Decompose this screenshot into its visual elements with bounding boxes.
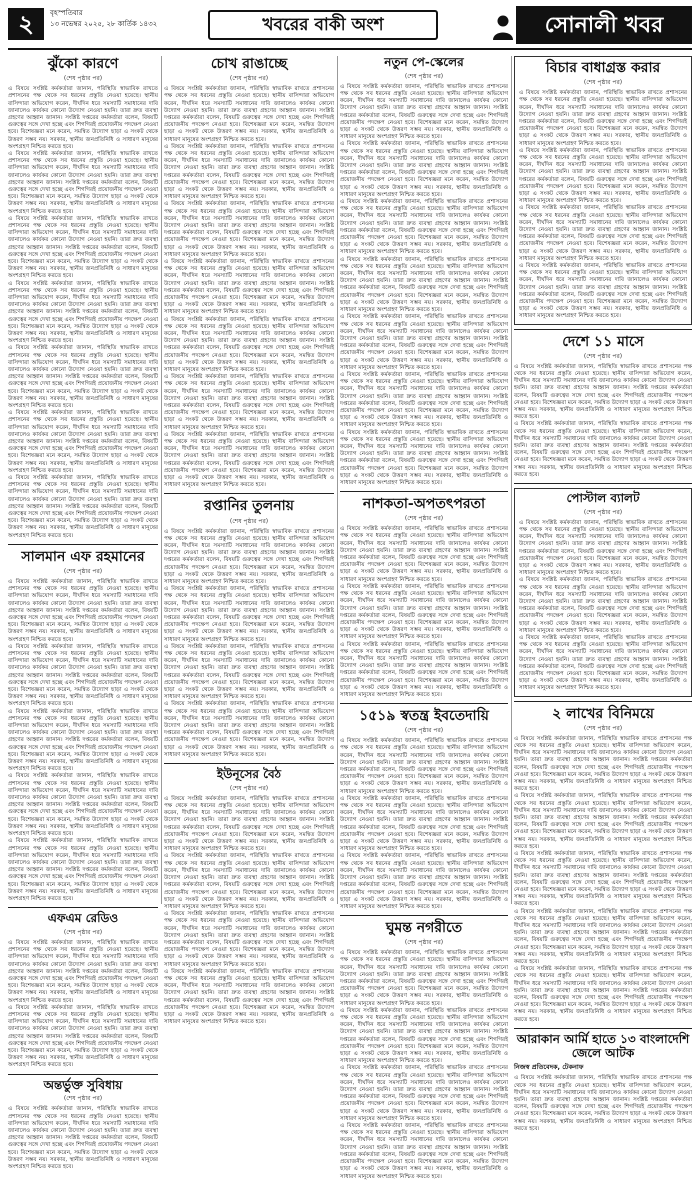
article-headline[interactable]: ১৫১৯ স্বতন্ত্র ইবতেদায়ি bbox=[359, 708, 489, 725]
article bbox=[164, 498, 334, 759]
article-headline[interactable]: পোস্টাল ব্যালট bbox=[566, 490, 640, 505]
article-paragraph: এ বিষয়ে সংশ্লিষ্ট কর্মকর্তারা জানান, পরিস্থিতি স্বাভাবিক রাখতে প্রশাসনের পক্ষ থেকে সব ধরনের প্রস্তুতি নেওয়া হয়েছে। স্থানীয় বাসিন্দারা অভিযোগ করেন, দীর্ঘদিন ধরে সমস্যাটি সমাধানের দাবি জানালেও কার্যকর কোনো উদ্যোগ নেওয়া হয়নি। তারা দ্রুত ব্যবস্থা গ্রহণের আহ্বান জানান। সংশ্লিষ্ট দপ্তরের কর্মকর্তারা বলেন, বিষয়টি গুরুত্বের সঙ্গে দেখা হচ্ছে এবং শিগগিরই প্রয়োজনীয় পদক্ষেপ নেওয়া হবে। বিশেষজ্ঞরা মনে করেন, সমন্বিত উদ্যোগ ছাড়া এ সংকট থেকে উত্তরণ সম্ভব নয়। সরকার, স্থানীয় জনপ্রতিনিধি ও সাধারণ মানুষের অংশগ্রহণ নিশ্চিত করতে হবে। bbox=[340, 641, 508, 698]
article-paragraph: এ বিষয়ে সংশ্লিষ্ট কর্মকর্তারা জানান, পরিস্থিতি স্বাভাবিক রাখতে প্রশাসনের পক্ষ থেকে সব ধরনের প্রস্তুতি নেওয়া হয়েছে। স্থানীয় বাসিন্দারা অভিযোগ করেন, দীর্ঘদিন ধরে সমস্যাটি সমাধানের দাবি জানালেও কার্যকর কোনো উদ্যোগ নেওয়া হয়নি। তারা দ্রুত ব্যবস্থা গ্রহণের আহ্বান জানান। সংশ্লিষ্ট দপ্তরের কর্মকর্তারা বলেন, বিষয়টি গুরুত্বের সঙ্গে দেখা হচ্ছে এবং শিগগিরই প্রয়োজনীয় পদক্ষেপ নেওয়া হবে। বিশেষজ্ঞরা মনে করেন, সমন্বিত উদ্যোগ ছাড়া এ সংকট থেকে উত্তরণ সম্ভব নয়। সরকার, স্থানীয় জনপ্রতিনিধি ও সাধারণ মানুষের অংশগ্রহণ নিশ্চিত করতে হবে। bbox=[340, 1123, 508, 1180]
article-paragraph: এ বিষয়ে সংশ্লিষ্ট কর্মকর্তারা জানান, পরিস্থিতি স্বাভাবিক রাখতে প্রশাসনের পক্ষ থেকে সব ধরনের প্রস্তুতি নেওয়া হয়েছে। স্থানীয় বাসিন্দারা অভিযোগ করেন, দীর্ঘদিন ধরে সমস্যাটি সমাধানের দাবি জানালেও কার্যকর কোনো উদ্যোগ নেওয়া হয়নি। তারা দ্রুত ব্যবস্থা গ্রহণের আহ্বান জানান। সংশ্লিষ্ট দপ্তরের কর্মকর্তারা বলেন, বিষয়টি গুরুত্বের সঙ্গে দেখা হচ্ছে এবং শিগগিরই প্রয়োজনীয় পদক্ষেপ নেওয়া হবে। বিশেষজ্ঞরা মনে করেন, সমন্বিত উদ্যোগ ছাড়া এ সংকট থেকে উত্তরণ সম্ভব নয়। সরকার, স্থানীয় জনপ্রতিনিধি ও সাধারণ মানুষের অংশগ্রহণ নিশ্চিত করতে হবে। bbox=[340, 853, 508, 910]
article-paragraph: এ বিষয়ে সংশ্লিষ্ট কর্মকর্তারা জানান, পরিস্থিতি স্বাভাবিক রাখতে প্রশাসনের পক্ষ থেকে সব ধরনের প্রস্তুতি নেওয়া হয়েছে। স্থানীয় বাসিন্দারা অভিযোগ করেন, দীর্ঘদিন ধরে সমস্যাটি সমাধানের দাবি জানালেও কার্যকর কোনো উদ্যোগ নেওয়া হয়নি। তারা দ্রুত ব্যবস্থা গ্রহণের আহ্বান জানান। সংশ্লিষ্ট দপ্তরের কর্মকর্তারা বলেন, বিষয়টি গুরুত্বের সঙ্গে দেখা হচ্ছে এবং শিগগিরই প্রয়োজনীয় পদক্ষেপ নেওয়া হবে। বিশেষজ্ঞরা মনে করেন, সমন্বিত উদ্যোগ ছাড়া এ সংকট থেকে উত্তরণ সম্ভব নয়। সরকার, স্থানীয় জনপ্রতিনিধি ও সাধারণ মানুষের অংশগ্রহণ নিশ্চিত করতে হবে। bbox=[164, 316, 334, 374]
article-headline[interactable]: আরাকান আর্মি হাতে ১৩ বাংলাদেশি জেলে আটক bbox=[516, 1031, 690, 1060]
article-separator bbox=[340, 915, 508, 916]
continued-label: (শেষ পৃষ্ঠার পর) bbox=[583, 724, 623, 732]
article-separator bbox=[514, 701, 692, 702]
article-paragraph: এ বিষয়ে সংশ্লিষ্ট কর্মকর্তারা জানান, পরিস্থিতি স্বাভাবিক রাখতে প্রশাসনের পক্ষ থেকে সব ধরনের প্রস্তুতি নেওয়া হয়েছে। স্থানীয় বাসিন্দারা অভিযোগ করেন, দীর্ঘদিন ধরে সমস্যাটি সমাধানের দাবি জানালেও কার্যকর কোনো উদ্যোগ নেওয়া হয়নি। তারা দ্রুত ব্যবস্থা গ্রহণের আহ্বান জানান। সংশ্লিষ্ট দপ্তরের কর্মকর্তারা বলেন, বিষয়টি গুরুত্বের সঙ্গে দেখা হচ্ছে এবং শিগগিরই প্রয়োজনীয় পদক্ষেপ নেওয়া হবে। বিশেষজ্ঞরা মনে করেন, সমন্বিত উদ্যোগ ছাড়া এ সংকট থেকে উত্তরণ সম্ভব নয়। সরকার, স্থানীয় জনপ্রতিনিধি ও সাধারণ মানুষের অংশগ্রহণ নিশ্চিত করতে হবে। bbox=[8, 773, 158, 838]
continued-label: (শেষ পৃষ্ঠার পর) bbox=[583, 352, 623, 360]
article-paragraph: এ বিষয়ে সংশ্লিষ্ট কর্মকর্তারা জানান, পরিস্থিতি স্বাভাবিক রাখতে প্রশাসনের পক্ষ থেকে সব ধরনের প্রস্তুতি নেওয়া হয়েছে। স্থানীয় বাসিন্দারা অভিযোগ করেন, দীর্ঘদিন ধরে সমস্যাটি সমাধানের দাবি জানালেও কার্যকর কোনো উদ্যোগ নেওয়া হয়নি। তারা দ্রুত ব্যবস্থা গ্রহণের আহ্বান জানান। সংশ্লিষ্ট দপ্তরের কর্মকর্তারা বলেন, বিষয়টি গুরুত্বের সঙ্গে দেখা হচ্ছে এবং শিগগিরই প্রয়োজনীয় পদক্ষেপ নেওয়া হবে। বিশেষজ্ঞরা মনে করেন, সমন্বিত উদ্যোগ ছাড়া এ সংকট থেকে উত্তরণ সম্ভব নয়। সরকার, স্থানীয় জনপ্রতিনিধি ও সাধারণ মানুষের অংশগ্রহণ নিশ্চিত করতে হবে। bbox=[164, 86, 334, 143]
continued-label: (শেষ পৃষ্ঠার পর) bbox=[404, 515, 444, 523]
article-paragraph: এ বিষয়ে সংশ্লিষ্ট কর্মকর্তারা জানান, পরিস্থিতি স্বাভাবিক রাখতে প্রশাসনের পক্ষ থেকে সব ধরনের প্রস্তুতি নেওয়া হয়েছে। স্থানীয় বাসিন্দারা অভিযোগ করেন, দীর্ঘদিন ধরে সমস্যাটি সমাধানের দাবি জানালেও কার্যকর কোনো উদ্যোগ নেওয়া হয়নি। তারা দ্রুত ব্যবস্থা গ্রহণের আহ্বান জানান। সংশ্লিষ্ট দপ্তরের কর্মকর্তারা বলেন, বিষয়টি গুরুত্বের সঙ্গে দেখা হচ্ছে এবং শিগগিরই প্রয়োজনীয় পদক্ষেপ নেওয়া হবে। বিশেষজ্ঞরা মনে করেন, সমন্বিত উদ্যোগ ছাড়া এ সংকট থেকে উত্তরণ সম্ভব নয়। সরকার, স্থানীয় জনপ্রতিনিধি ও সাধারণ মানুষের অংশগ্রহণ নিশ্চিত করতে হবে। bbox=[164, 258, 334, 316]
article-paragraph: এ বিষয়ে সংশ্লিষ্ট কর্মকর্তারা জানান, পরিস্থিতি স্বাভাবিক রাখতে প্রশাসনের পক্ষ থেকে সব ধরনের প্রস্তুতি নেওয়া হয়েছে। স্থানীয় বাসিন্দারা অভিযোগ করেন, দীর্ঘদিন ধরে সমস্যাটি সমাধানের দাবি জানালেও কার্যকর কোনো উদ্যোগ নেওয়া হয়নি। তারা দ্রুত ব্যবস্থা গ্রহণের আহ্বান জানান। সংশ্লিষ্ট দপ্তরের কর্মকর্তারা বলেন, বিষয়টি গুরুত্বের সঙ্গে দেখা হচ্ছে এবং শিগগিরই প্রয়োজনীয় পদক্ষেপ নেওয়া হবে। বিশেষজ্ঞরা মনে করেন, সমন্বিত উদ্যোগ ছাড়া এ সংকট থেকে উত্তরণ সম্ভব নয়। সরকার, স্থানীয় জনপ্রতিনিধি ও সাধারণ মানুষের অংশগ্রহণ নিশ্চিত করতে হবে। bbox=[519, 262, 687, 320]
masthead bbox=[8, 6, 692, 50]
article-paragraph: এ বিষয়ে সংশ্লিষ্ট কর্মকর্তারা জানান, পরিস্থিতি স্বাভাবিক রাখতে প্রশাসনের পক্ষ থেকে সব ধরনের প্রস্তুতি নেওয়া হয়েছে। স্থানীয় বাসিন্দারা অভিযোগ করেন, দীর্ঘদিন ধরে সমস্যাটি সমাধানের দাবি জানালেও কার্যকর কোনো উদ্যোগ নেওয়া হয়নি। তারা দ্রুত ব্যবস্থা গ্রহণের আহ্বান জানান। সংশ্লিষ্ট দপ্তরের কর্মকর্তারা বলেন, বিষয়টি গুরুত্বের সঙ্গে দেখা হচ্ছে এবং শিগগিরই প্রয়োজনীয় পদক্ষেপ নেওয়া হবে। বিশেষজ্ঞরা মনে করেন, সমন্বিত উদ্যোগ ছাড়া এ সংকট থেকে উত্তরণ সম্ভব নয়। সরকার, স্থানীয় জনপ্রতিনিধি ও সাধারণ মানুষের অংশগ্রহণ নিশ্চিত করতে হবে। bbox=[340, 314, 508, 371]
article-paragraph: এ বিষয়ে সংশ্লিষ্ট কর্মকর্তারা জানান, পরিস্থিতি স্বাভাবিক রাখতে প্রশাসনের পক্ষ থেকে সব ধরনের প্রস্তুতি নেওয়া হয়েছে। স্থানীয় বাসিন্দারা অভিযোগ করেন, দীর্ঘদিন ধরে সমস্যাটি সমাধানের দাবি জানালেও কার্যকর কোনো উদ্যোগ নেওয়া হয়নি। তারা দ্রুত ব্যবস্থা গ্রহণের আহ্বান জানান। সংশ্লিষ্ট দপ্তরের কর্মকর্তারা বলেন, বিষয়টি গুরুত্বের সঙ্গে দেখা হচ্ছে এবং শিগগিরই প্রয়োজনীয় পদক্ষেপ নেওয়া হবে। বিশেষজ্ঞরা মনে করেন, সমন্বিত উদ্যোগ ছাড়া এ সংকট থেকে উত্তরণ সম্ভব নয়। সরকার, স্থানীয় জনপ্রতিনিধি ও সাধারণ মানুষের অংশগ্রহণ নিশ্চিত করতে হবে। bbox=[514, 363, 692, 421]
continued-label: (শেষ পৃষ্ঠার পর) bbox=[229, 517, 269, 525]
newspaper-logo bbox=[492, 6, 692, 44]
article-paragraph: এ বিষয়ে সংশ্লিষ্ট কর্মকর্তারা জানান, পরিস্থিতি স্বাভাবিক রাখতে প্রশাসনের পক্ষ থেকে সব ধরনের প্রস্তুতি নেওয়া হয়েছে। স্থানীয় বাসিন্দারা অভিযোগ করেন, দীর্ঘদিন ধরে সমস্যাটি সমাধানের দাবি জানালেও কার্যকর কোনো উদ্যোগ নেওয়া হয়নি। তারা দ্রুত ব্যবস্থা গ্রহণের আহ্বান জানান। সংশ্লিষ্ট দপ্তরের কর্মকর্তারা বলেন, বিষয়টি গুরুত্বের সঙ্গে দেখা হচ্ছে এবং শিগগিরই প্রয়োজনীয় পদক্ষেপ নেওয়া হবে। বিশেষজ্ঞরা মনে করেন, সমন্বিত উদ্যোগ ছাড়া এ সংকট থেকে উত্তরণ সম্ভব নয়। সরকার, স্থানীয় জনপ্রতিনিধি ও সাধারণ মানুষের অংশগ্রহণ নিশ্চিত করতে হবে। bbox=[8, 215, 158, 280]
article bbox=[340, 708, 508, 911]
article-paragraph: এ বিষয়ে সংশ্লিষ্ট কর্মকর্তারা জানান, পরিস্থিতি স্বাভাবিক রাখতে প্রশাসনের পক্ষ থেকে সব ধরনের প্রস্তুতি নেওয়া হয়েছে। স্থানীয় বাসিন্দারা অভিযোগ করেন, দীর্ঘদিন ধরে সমস্যাটি সমাধানের দাবি জানালেও কার্যকর কোনো উদ্যোগ নেওয়া হয়নি। তারা দ্রুত ব্যবস্থা গ্রহণের আহ্বান জানান। সংশ্লিষ্ট দপ্তরের কর্মকর্তারা বলেন, বিষয়টি গুরুত্বের সঙ্গে দেখা হচ্ছে এবং শিগগিরই প্রয়োজনীয় পদক্ষেপ নেওয়া হবে। বিশেষজ্ঞরা মনে করেন, সমন্বিত উদ্যোগ ছাড়া এ সংকট থেকে উত্তরণ সম্ভব নয়। সরকার, স্থানীয় জনপ্রতিনিধি ও সাধারণ মানুষের অংশগ্রহণ নিশ্চিত করতে হবে। bbox=[519, 147, 687, 205]
article-separator bbox=[340, 703, 508, 704]
article-paragraph: এ বিষয়ে সংশ্লিষ্ট কর্মকর্তারা জানান, পরিস্থিতি স্বাভাবিক রাখতে প্রশাসনের পক্ষ থেকে সব ধরনের প্রস্তুতি নেওয়া হয়েছে। স্থানীয় বাসিন্দারা অভিযোগ করেন, দীর্ঘদিন ধরে সমস্যাটি সমাধানের দাবি জানালেও কার্যকর কোনো উদ্যোগ নেওয়া হয়নি। তারা দ্রুত ব্যবস্থা গ্রহণের আহ্বান জানান। সংশ্লিষ্ট দপ্তরের কর্মকর্তারা বলেন, বিষয়টি গুরুত্বের সঙ্গে দেখা হচ্ছে এবং শিগগিরই প্রয়োজনীয় পদক্ষেপ নেওয়া হবে। বিশেষজ্ঞরা মনে করেন, সমন্বিত উদ্যোগ ছাড়া এ সংকট থেকে উত্তরণ সম্ভব নয়। সরকার, স্থানীয় জনপ্রতিনিধি ও সাধারণ মানুষের অংশগ্রহণ নিশ্চিত করতে হবে। bbox=[164, 528, 334, 585]
article bbox=[8, 1079, 158, 1172]
article bbox=[340, 56, 508, 487]
article-paragraph: এ বিষয়ে সংশ্লিষ্ট কর্মকর্তারা জানান, পরিস্থিতি স্বাভাবিক রাখতে প্রশাসনের পক্ষ থেকে সব ধরনের প্রস্তুতি নেওয়া হয়েছে। স্থানীয় বাসিন্দারা অভিযোগ করেন, দীর্ঘদিন ধরে সমস্যাটি সমাধানের দাবি জানালেও কার্যকর কোনো উদ্যোগ নেওয়া হয়নি। তারা দ্রুত ব্যবস্থা গ্রহণের আহ্বান জানান। সংশ্লিষ্ট দপ্তরের কর্মকর্তারা বলেন, বিষয়টি গুরুত্বের সঙ্গে দেখা হচ্ছে এবং শিগগিরই প্রয়োজনীয় পদক্ষেপ নেওয়া হবে। বিশেষজ্ঞরা মনে করেন, সমন্বিত উদ্যোগ ছাড়া এ সংকট থেকে উত্তরণ সম্ভব নয়। সরকার, স্থানীয় জনপ্রতিনিধি ও সাধারণ মানুষের অংশগ্রহণ নিশ্চিত করতে হবে। bbox=[340, 795, 508, 853]
column-divider bbox=[511, 56, 512, 904]
continued-label: (শেষ পৃষ্ঠার পর) bbox=[63, 1095, 103, 1103]
person-icon bbox=[492, 14, 514, 40]
article-paragraph: এ বিষয়ে সংশ্লিষ্ট কর্মকর্তারা জানান, পরিস্থিতি স্বাভাবিক রাখতে প্রশাসনের পক্ষ থেকে সব ধরনের প্রস্তুতি নেওয়া হয়েছে। স্থানীয় বাসিন্দারা অভিযোগ করেন, দীর্ঘদিন ধরে সমস্যাটি সমাধানের দাবি জানালেও কার্যকর কোনো উদ্যোগ নেওয়া হয়নি। তারা দ্রুত ব্যবস্থা গ্রহণের আহ্বান জানান। সংশ্লিষ্ট দপ্তরের কর্মকর্তারা বলেন, বিষয়টি গুরুত্বের সঙ্গে দেখা হচ্ছে এবং শিগগিরই প্রয়োজনীয় পদক্ষেপ নেওয়া হবে। বিশেষজ্ঞরা মনে করেন, সমন্বিত উদ্যোগ ছাড়া এ সংকট থেকে উত্তরণ সম্ভব নয়। সরকার, স্থানীয় জনপ্রতিনিধি ও সাধারণ মানুষের অংশগ্রহণ নিশ্চিত করতে হবে। bbox=[514, 1075, 692, 1132]
article bbox=[8, 912, 158, 1069]
article bbox=[514, 334, 692, 479]
article-paragraph: এ বিষয়ে সংশ্লিষ্ট কর্মকর্তারা জানান, পরিস্থিতি স্বাভাবিক রাখতে প্রশাসনের পক্ষ থেকে সব ধরনের প্রস্তুতি নেওয়া হয়েছে। স্থানীয় বাসিন্দারা অভিযোগ করেন, দীর্ঘদিন ধরে সমস্যাটি সমাধানের দাবি জানালেও কার্যকর কোনো উদ্যোগ নেওয়া হয়নি। তারা দ্রুত ব্যবস্থা গ্রহণের আহ্বান জানান। সংশ্লিষ্ট দপ্তরের কর্মকর্তারা বলেন, বিষয়টি গুরুত্বের সঙ্গে দেখা হচ্ছে এবং শিগগিরই প্রয়োজনীয় পদক্ষেপ নেওয়া হবে। বিশেষজ্ঞরা মনে করেন, সমন্বিত উদ্যোগ ছাড়া এ সংকট থেকে উত্তরণ সম্ভব নয়। সরকার, স্থানীয় জনপ্রতিনিধি ও সাধারণ মানুষের অংশগ্রহণ নিশ্চিত করতে হবে। bbox=[514, 966, 692, 1023]
article-paragraph: এ বিষয়ে সংশ্লিষ্ট কর্মকর্তারা জানান, পরিস্থিতি স্বাভাবিক রাখতে প্রশাসনের পক্ষ থেকে সব ধরনের প্রস্তুতি নেওয়া হয়েছে। স্থানীয় বাসিন্দারা অভিযোগ করেন, দীর্ঘদিন ধরে সমস্যাটি সমাধানের দাবি জানালেও কার্যকর কোনো উদ্যোগ নেওয়া হয়নি। তারা দ্রুত ব্যবস্থা গ্রহণের আহ্বান জানান। সংশ্লিষ্ট দপ্তরের কর্মকর্তারা বলেন, বিষয়টি গুরুত্বের সঙ্গে দেখা হচ্ছে এবং শিগগিরই প্রয়োজনীয় পদক্ষেপ নেওয়া হবে। বিশেষজ্ঞরা মনে করেন, সমন্বিত উদ্যোগ ছাড়া এ সংকট থেকে উত্তরণ সম্ভব নয়। সরকার, স্থানীয় জনপ্রতিনিধি ও সাধারণ মানুষের অংশগ্রহণ নিশ্চিত করতে হবে। bbox=[514, 793, 692, 850]
continued-label: (শেষ পৃষ্ঠার পর) bbox=[404, 72, 444, 80]
article-paragraph: এ বিষয়ে সংশ্লিষ্ট কর্মকর্তারা জানান, পরিস্থিতি স্বাভাবিক রাখতে প্রশাসনের পক্ষ থেকে সব ধরনের প্রস্তুতি নেওয়া হয়েছে। স্থানীয় বাসিন্দারা অভিযোগ করেন, দীর্ঘদিন ধরে সমস্যাটি সমাধানের দাবি জানালেও কার্যকর কোনো উদ্যোগ নেওয়া হয়নি। তারা দ্রুত ব্যবস্থা গ্রহণের আহ্বান জানান। সংশ্লিষ্ট দপ্তরের কর্মকর্তারা বলেন, বিষয়টি গুরুত্বের সঙ্গে দেখা হচ্ছে এবং শিগগিরই প্রয়োজনীয় পদক্ষেপ নেওয়া হবে। বিশেষজ্ঞরা মনে করেন, সমন্বিত উদ্যোগ ছাড়া এ সংকট থেকে উত্তরণ সম্ভব নয়। সরকার, স্থানীয় জনপ্রতিনিধি ও সাধারণ মানুষের অংশগ্রহণ নিশ্চিত করতে হবে। bbox=[340, 526, 508, 583]
article bbox=[514, 1033, 692, 1133]
article-paragraph: এ বিষয়ে সংশ্লিষ্ট কর্মকর্তারা জানান, পরিস্থিতি স্বাভাবিক রাখতে প্রশাসনের পক্ষ থেকে সব ধরনের প্রস্তুতি নেওয়া হয়েছে। স্থানীয় বাসিন্দারা অভিযোগ করেন, দীর্ঘদিন ধরে সমস্যাটি সমাধানের দাবি জানালেও কার্যকর কোনো উদ্যোগ নেওয়া হয়নি। তারা দ্রুত ব্যবস্থা গ্রহণের আহ্বান জানান। সংশ্লিষ্ট দপ্তরের কর্মকর্তারা বলেন, বিষয়টি গুরুত্বের সঙ্গে দেখা হচ্ছে এবং শিগগিরই প্রয়োজনীয় পদক্ষেপ নেওয়া হবে। বিশেষজ্ঞরা মনে করেন, সমন্বিত উদ্যোগ ছাড়া এ সংকট থেকে উত্তরণ সম্ভব নয়। সরকার, স্থানীয় জনপ্রতিনিধি ও সাধারণ মানুষের অংশগ্রহণ নিশ্চিত করতে হবে। bbox=[164, 911, 334, 968]
article-paragraph: এ বিষয়ে সংশ্লিষ্ট কর্মকর্তারা জানান, পরিস্থিতি স্বাভাবিক রাখতে প্রশাসনের পক্ষ থেকে সব ধরনের প্রস্তুতি নেওয়া হয়েছে। স্থানীয় বাসিন্দারা অভিযোগ করেন, দীর্ঘদিন ধরে সমস্যাটি সমাধানের দাবি জানালেও কার্যকর কোনো উদ্যোগ নেওয়া হয়নি। তারা দ্রুত ব্যবস্থা গ্রহণের আহ্বান জানান। সংশ্লিষ্ট দপ্তরের কর্মকর্তারা বলেন, বিষয়টি গুরুত্বের সঙ্গে দেখা হচ্ছে এবং শিগগিরই প্রয়োজনীয় পদক্ষেপ নেওয়া হবে। বিশেষজ্ঞরা মনে করেন, সমন্বিত উদ্যোগ ছাড়া এ সংকট থেকে উত্তরণ সম্ভব নয়। সরকার, স্থানীয় জনপ্রতিনিধি ও সাধারণ মানুষের অংশগ্রহণ নিশ্চিত করতে হবে। bbox=[340, 950, 508, 1007]
article-paragraph: এ বিষয়ে সংশ্লিষ্ট কর্মকর্তারা জানান, পরিস্থিতি স্বাভাবিক রাখতে প্রশাসনের পক্ষ থেকে সব ধরনের প্রস্তুতি নেওয়া হয়েছে। স্থানীয় বাসিন্দারা অভিযোগ করেন, দীর্ঘদিন ধরে সমস্যাটি সমাধানের দাবি জানালেও কার্যকর কোনো উদ্যোগ নেওয়া হয়নি। তারা দ্রুত ব্যবস্থা গ্রহণের আহ্বান জানান। সংশ্লিষ্ট দপ্তরের কর্মকর্তারা বলেন, বিষয়টি গুরুত্বের সঙ্গে দেখা হচ্ছে এবং শিগগিরই প্রয়োজনীয় পদক্ষেপ নেওয়া হবে। বিশেষজ্ঞরা মনে করেন, সমন্বিত উদ্যোগ ছাড়া এ সংকট থেকে উত্তরণ সম্ভব নয়। সরকার, স্থানীয় জনপ্রতিনিধি ও সাধারণ মানুষের অংশগ্রহণ নিশ্চিত করতে হবে। bbox=[340, 1007, 508, 1065]
article-paragraph: এ বিষয়ে সংশ্লিষ্ট কর্মকর্তারা জানান, পরিস্থিতি স্বাভাবিক রাখতে প্রশাসনের পক্ষ থেকে সব ধরনের প্রস্তুতি নেওয়া হয়েছে। স্থানীয় বাসিন্দারা অভিযোগ করেন, দীর্ঘদিন ধরে সমস্যাটি সমাধানের দাবি জানালেও কার্যকর কোনো উদ্যোগ নেওয়া হয়নি। তারা দ্রুত ব্যবস্থা গ্রহণের আহ্বান জানান। সংশ্লিষ্ট দপ্তরের কর্মকর্তারা বলেন, বিষয়টি গুরুত্বের সঙ্গে দেখা হচ্ছে এবং শিগগিরই প্রয়োজনীয় পদক্ষেপ নেওয়া হবে। বিশেষজ্ঞরা মনে করেন, সমন্বিত উদ্যোগ ছাড়া এ সংকট থেকে উত্তরণ সম্ভব নয়। সরকার, স্থানীয় জনপ্রতিনিধি ও সাধারণ মানুষের অংশগ্রহণ নিশ্চিত করতে হবে। bbox=[8, 86, 158, 150]
article-paragraph: এ বিষয়ে সংশ্লিষ্ট কর্মকর্তারা জানান, পরিস্থিতি স্বাভাবিক রাখতে প্রশাসনের পক্ষ থেকে সব ধরনের প্রস্তুতি নেওয়া হয়েছে। স্থানীয় বাসিন্দারা অভিযোগ করেন, দীর্ঘদিন ধরে সমস্যাটি সমাধানের দাবি জানালেও কার্যকর কোনো উদ্যোগ নেওয়া হয়নি। তারা দ্রুত ব্যবস্থা গ্রহণের আহ্বান জানান। সংশ্লিষ্ট দপ্তরের কর্মকর্তারা বলেন, বিষয়টি গুরুত্বের সঙ্গে দেখা হচ্ছে এবং শিগগিরই প্রয়োজনীয় পদক্ষেপ নেওয়া হবে। বিশেষজ্ঞরা মনে করেন, সমন্বিত উদ্যোগ ছাড়া এ সংকট থেকে উত্তরণ সম্ভব নয়। সরকার, স্থানীয় জনপ্রতিনিধি ও সাধারণ মানুষের অংশগ্রহণ নিশ্চিত করতে হবে। bbox=[164, 374, 334, 431]
article-paragraph: এ বিষয়ে সংশ্লিষ্ট কর্মকর্তারা জানান, পরিস্থিতি স্বাভাবিক রাখতে প্রশাসনের পক্ষ থেকে সব ধরনের প্রস্তুতি নেওয়া হয়েছে। স্থানীয় বাসিন্দারা অভিযোগ করেন, দীর্ঘদিন ধরে সমস্যাটি সমাধানের দাবি জানালেও কার্যকর কোনো উদ্যোগ নেওয়া হয়নি। তারা দ্রুত ব্যবস্থা গ্রহণের আহ্বান জানান। সংশ্লিষ্ট দপ্তরের কর্মকর্তারা বলেন, বিষয়টি গুরুত্বের সঙ্গে দেখা হচ্ছে এবং শিগগিরই প্রয়োজনীয় পদক্ষেপ নেওয়া হবে। বিশেষজ্ঞরা মনে করেন, সমন্বিত উদ্যোগ ছাড়া এ সংকট থেকে উত্তরণ সম্ভব নয়। সরকার, স্থানীয় জনপ্রতিনিধি ও সাধারণ মানুষের অংশগ্রহণ নিশ্চিত করতে হবে। bbox=[340, 371, 508, 429]
article-paragraph: এ বিষয়ে সংশ্লিষ্ট কর্মকর্তারা জানান, পরিস্থিতি স্বাভাবিক রাখতে প্রশাসনের পক্ষ থেকে সব ধরনের প্রস্তুতি নেওয়া হয়েছে। স্থানীয় বাসিন্দারা অভিযোগ করেন, দীর্ঘদিন ধরে সমস্যাটি সমাধানের দাবি জানালেও কার্যকর কোনো উদ্যোগ নেওয়া হয়নি। তারা দ্রুত ব্যবস্থা গ্রহণের আহ্বান জানান। সংশ্লিষ্ট দপ্তরের কর্মকর্তারা বলেন, বিষয়টি গুরুত্বের সঙ্গে দেখা হচ্ছে এবং শিগগিরই প্রয়োজনীয় পদক্ষেপ নেওয়া হবে। বিশেষজ্ঞরা মনে করেন, সমন্বিত উদ্যোগ ছাড়া এ সংকট থেকে উত্তরণ সম্ভব নয়। সরকার, স্থানীয় জনপ্রতিনিধি ও সাধারণ মানুষের অংশগ্রহণ নিশ্চিত করতে হবে। bbox=[8, 1004, 158, 1069]
article-headline[interactable]: নাশকতা-অপতৎপরতা bbox=[362, 496, 486, 513]
article-headline[interactable]: ঘুমন্ত নগরীতে bbox=[385, 920, 463, 937]
article-headline[interactable]: ২ লাখের বিনিময়ে bbox=[552, 705, 654, 722]
continued-label: (শেষ পৃষ্ঠার পর) bbox=[404, 939, 444, 947]
article-separator bbox=[8, 544, 158, 545]
article bbox=[340, 496, 508, 699]
continued-label: (শেষ পৃষ্ঠার পর) bbox=[63, 928, 103, 936]
page-number: ২ bbox=[8, 8, 44, 40]
article-headline[interactable]: নতুন পে-স্কেলের bbox=[384, 55, 464, 69]
article-paragraph: এ বিষয়ে সংশ্লিষ্ট কর্মকর্তারা জানান, পরিস্থিতি স্বাভাবিক রাখতে প্রশাসনের পক্ষ থেকে সব ধরনের প্রস্তুতি নেওয়া হয়েছে। স্থানীয় বাসিন্দারা অভিযোগ করেন, দীর্ঘদিন ধরে সমস্যাটি সমাধানের দাবি জানালেও কার্যকর কোনো উদ্যোগ নেওয়া হয়নি। তারা দ্রুত ব্যবস্থা গ্রহণের আহ্বান জানান। সংশ্লিষ্ট দপ্তরের কর্মকর্তারা বলেন, বিষয়টি গুরুত্বের সঙ্গে দেখা হচ্ছে এবং শিগগিরই প্রয়োজনীয় পদক্ষেপ নেওয়া হবে। বিশেষজ্ঞরা মনে করেন, সমন্বিত উদ্যোগ ছাড়া এ সংকট থেকে উত্তরণ সম্ভব নয়। সরকার, স্থানীয় জনপ্রতিনিধি ও সাধারণ মানুষের অংশগ্রহণ নিশ্চিত করতে হবে। bbox=[164, 586, 334, 643]
article-headline[interactable]: সালমান এফ রহমানের bbox=[21, 548, 145, 565]
column-1 bbox=[8, 56, 158, 1170]
article-paragraph: এ বিষয়ে সংশ্লিষ্ট কর্মকর্তারা জানান, পরিস্থিতি স্বাভাবিক রাখতে প্রশাসনের পক্ষ থেকে সব ধরনের প্রস্তুতি নেওয়া হয়েছে। স্থানীয় বাসিন্দারা অভিযোগ করেন, দীর্ঘদিন ধরে সমস্যাটি সমাধানের দাবি জানালেও কার্যকর কোনো উদ্যোগ নেওয়া হয়নি। তারা দ্রুত ব্যবস্থা গ্রহণের আহ্বান জানান। সংশ্লিষ্ট দপ্তরের কর্মকর্তারা বলেন, বিষয়টি গুরুত্বের সঙ্গে দেখা হচ্ছে এবং শিগগিরই প্রয়োজনীয় পদক্ষেপ নেওয়া হবে। বিশেষজ্ঞরা মনে করেন, সমন্বিত উদ্যোগ ছাড়া এ সংকট থেকে উত্তরণ সম্ভব নয়। সরকার, স্থানীয় জনপ্রতিনিধি ও সাধারণ মানুষের অংশগ্রহণ নিশ্চিত করতে হবে। bbox=[164, 701, 334, 758]
article-paragraph: এ বিষয়ে সংশ্লিষ্ট কর্মকর্তারা জানান, পরিস্থিতি স্বাভাবিক রাখতে প্রশাসনের পক্ষ থেকে সব ধরনের প্রস্তুতি নেওয়া হয়েছে। স্থানীয় বাসিন্দারা অভিযোগ করেন, দীর্ঘদিন ধরে সমস্যাটি সমাধানের দাবি জানালেও কার্যকর কোনো উদ্যোগ নেওয়া হয়নি। তারা দ্রুত ব্যবস্থা গ্রহণের আহ্বান জানান। সংশ্লিষ্ট দপ্তরের কর্মকর্তারা বলেন, বিষয়টি গুরুত্বের সঙ্গে দেখা হচ্ছে এবং শিগগিরই প্রয়োজনীয় পদক্ষেপ নেওয়া হবে। বিশেষজ্ঞরা মনে করেন, সমন্বিত উদ্যোগ ছাড়া এ সংকট থেকে উত্তরণ সম্ভব নয়। সরকার, স্থানীয় জনপ্রতিনিধি ও সাধারণ মানুষের অংশগ্রহণ নিশ্চিত করতে হবে। bbox=[8, 410, 158, 474]
article-paragraph: এ বিষয়ে সংশ্লিষ্ট কর্মকর্তারা জানান, পরিস্থিতি স্বাভাবিক রাখতে প্রশাসনের পক্ষ থেকে সব ধরনের প্রস্তুতি নেওয়া হয়েছে। স্থানীয় বাসিন্দারা অভিযোগ করেন, দীর্ঘদিন ধরে সমস্যাটি সমাধানের দাবি জানালেও কার্যকর কোনো উদ্যোগ নেওয়া হয়নি। তারা দ্রুত ব্যবস্থা গ্রহণের আহ্বান জানান। সংশ্লিষ্ট দপ্তরের কর্মকর্তারা বলেন, বিষয়টি গুরুত্বের সঙ্গে দেখা হচ্ছে এবং শিগগিরই প্রয়োজনীয় পদক্ষেপ নেওয়া হবে। বিশেষজ্ঞরা মনে করেন, সমন্বিত উদ্যোগ ছাড়া এ সংকট থেকে উত্তরণ সম্ভব নয়। সরকার, স্থানীয় জনপ্রতিনিধি ও সাধারণ মানুষের অংশগ্রহণ নিশ্চিত করতে হবে। bbox=[164, 968, 334, 1026]
article bbox=[514, 488, 692, 697]
article bbox=[8, 549, 158, 903]
article bbox=[164, 56, 334, 489]
article-paragraph: এ বিষয়ে সংশ্লিষ্ট কর্মকর্তারা জানান, পরিস্থিতি স্বাভাবিক রাখতে প্রশাসনের পক্ষ থেকে সব ধরনের প্রস্তুতি নেওয়া হয়েছে। স্থানীয় বাসিন্দারা অভিযোগ করেন, দীর্ঘদিন ধরে সমস্যাটি সমাধানের দাবি জানালেও কার্যকর কোনো উদ্যোগ নেওয়া হয়নি। তারা দ্রুত ব্যবস্থা গ্রহণের আহ্বান জানান। সংশ্লিষ্ট দপ্তরের কর্মকর্তারা বলেন, বিষয়টি গুরুত্বের সঙ্গে দেখা হচ্ছে এবং শিগগিরই প্রয়োজনীয় পদক্ষেপ নেওয়া হবে। বিশেষজ্ঞরা মনে করেন, সমন্বিত উদ্যোগ ছাড়া এ সংকট থেকে উত্তরণ সম্ভব নয়। সরকার, স্থানীয় জনপ্রতিনিধি ও সাধারণ মানুষের অংশগ্রহণ নিশ্চিত করতে হবে। bbox=[340, 141, 508, 198]
continued-label: (শেষ পৃষ্ঠার পর) bbox=[583, 79, 623, 87]
article bbox=[164, 768, 334, 1026]
article-paragraph: এ বিষয়ে সংশ্লিষ্ট কর্মকর্তারা জানান, পরিস্থিতি স্বাভাবিক রাখতে প্রশাসনের পক্ষ থেকে সব ধরনের প্রস্তুতি নেওয়া হয়েছে। স্থানীয় বাসিন্দারা অভিযোগ করেন, দীর্ঘদিন ধরে সমস্যাটি সমাধানের দাবি জানালেও কার্যকর কোনো উদ্যোগ নেওয়া হয়নি। তারা দ্রুত ব্যবস্থা গ্রহণের আহ্বান জানান। সংশ্লিষ্ট দপ্তরের কর্মকর্তারা বলেন, বিষয়টি গুরুত্বের সঙ্গে দেখা হচ্ছে এবং শিগগিরই প্রয়োজনীয় পদক্ষেপ নেওয়া হবে। বিশেষজ্ঞরা মনে করেন, সমন্বিত উদ্যোগ ছাড়া এ সংকট থেকে উত্তরণ সম্ভব নয়। সরকার, স্থানীয় জনপ্রতিনিধি ও সাধারণ মানুষের অংশগ্রহণ নিশ্চিত করতে হবে। bbox=[164, 853, 334, 910]
article-paragraph: এ বিষয়ে সংশ্লিষ্ট কর্মকর্তারা জানান, পরিস্থিতি স্বাভাবিক রাখতে প্রশাসনের পক্ষ থেকে সব ধরনের প্রস্তুতি নেওয়া হয়েছে। স্থানীয় বাসিন্দারা অভিযোগ করেন, দীর্ঘদিন ধরে সমস্যাটি সমাধানের দাবি জানালেও কার্যকর কোনো উদ্যোগ নেওয়া হয়নি। তারা দ্রুত ব্যবস্থা গ্রহণের আহ্বান জানান। সংশ্লিষ্ট দপ্তরের কর্মকর্তারা বলেন, বিষয়টি গুরুত্বের সঙ্গে দেখা হচ্ছে এবং শিগগিরই প্রয়োজনীয় পদক্ষেপ নেওয়া হবে। বিশেষজ্ঞরা মনে করেন, সমন্বিত উদ্যোগ ছাড়া এ সংকট থেকে উত্তরণ সম্ভব নয়। সরকার, স্থানীয় জনপ্রতিনিধি ও সাধারণ মানুষের অংশগ্রহণ নিশ্চিত করতে হবে। bbox=[8, 708, 158, 773]
article-paragraph: এ বিষয়ে সংশ্লিষ্ট কর্মকর্তারা জানান, পরিস্থিতি স্বাভাবিক রাখতে প্রশাসনের পক্ষ থেকে সব ধরনের প্রস্তুতি নেওয়া হয়েছে। স্থানীয় বাসিন্দারা অভিযোগ করেন, দীর্ঘদিন ধরে সমস্যাটি সমাধানের দাবি জানালেও কার্যকর কোনো উদ্যোগ নেওয়া হয়নি। তারা দ্রুত ব্যবস্থা গ্রহণের আহ্বান জানান। সংশ্লিষ্ট দপ্তরের কর্মকর্তারা বলেন, বিষয়টি গুরুত্বের সঙ্গে দেখা হচ্ছে এবং শিগগিরই প্রয়োজনীয় পদক্ষেপ নেওয়া হবে। বিশেষজ্ঞরা মনে করেন, সমন্বিত উদ্যোগ ছাড়া এ সংকট থেকে উত্তরণ সম্ভব নয়। সরকার, স্থানীয় জনপ্রতিনিধি ও সাধারণ মানুষের অংশগ্রহণ নিশ্চিত করতে হবে। bbox=[164, 431, 334, 489]
article-separator bbox=[514, 1028, 692, 1029]
article-paragraph: এ বিষয়ে সংশ্লিষ্ট কর্মকর্তারা জানান, পরিস্থিতি স্বাভাবিক রাখতে প্রশাসনের পক্ষ থেকে সব ধরনের প্রস্তুতি নেওয়া হয়েছে। স্থানীয় বাসিন্দারা অভিযোগ করেন, দীর্ঘদিন ধরে সমস্যাটি সমাধানের দাবি জানালেও কার্যকর কোনো উদ্যোগ নেওয়া হয়নি। তারা দ্রুত ব্যবস্থা গ্রহণের আহ্বান জানান। সংশ্লিষ্ট দপ্তরের কর্মকর্তারা বলেন, বিষয়টি গুরুত্বের সঙ্গে দেখা হচ্ছে এবং শিগগিরই প্রয়োজনীয় পদক্ষেপ নেওয়া হবে। বিশেষজ্ঞরা মনে করেন, সমন্বিত উদ্যোগ ছাড়া এ সংকট থেকে উত্তরণ সম্ভব নয়। সরকার, স্থানীয় জনপ্রতিনিধি ও সাধারণ মানুষের অংশগ্রহণ নিশ্চিত করতে হবে। bbox=[514, 908, 692, 965]
article-paragraph: এ বিষয়ে সংশ্লিষ্ট কর্মকর্তারা জানান, পরিস্থিতি স্বাভাবিক রাখতে প্রশাসনের পক্ষ থেকে সব ধরনের প্রস্তুতি নেওয়া হয়েছে। স্থানীয় বাসিন্দারা অভিযোগ করেন, দীর্ঘদিন ধরে সমস্যাটি সমাধানের দাবি জানালেও কার্যকর কোনো উদ্যোগ নেওয়া হয়নি। তারা দ্রুত ব্যবস্থা গ্রহণের আহ্বান জানান। সংশ্লিষ্ট দপ্তরের কর্মকর্তারা বলেন, বিষয়টি গুরুত্বের সঙ্গে দেখা হচ্ছে এবং শিগগিরই প্রয়োজনীয় পদক্ষেপ নেওয়া হবে। বিশেষজ্ঞরা মনে করেন, সমন্বিত উদ্যোগ ছাড়া এ সংকট থেকে উত্তরণ সম্ভব নয়। সরকার, স্থানীয় জনপ্রতিনিধি ও সাধারণ মানুষের অংশগ্রহণ নিশ্চিত করতে হবে। bbox=[519, 90, 687, 147]
article-paragraph: এ বিষয়ে সংশ্লিষ্ট কর্মকর্তারা জানান, পরিস্থিতি স্বাভাবিক রাখতে প্রশাসনের পক্ষ থেকে সব ধরনের প্রস্তুতি নেওয়া হয়েছে। স্থানীয় বাসিন্দারা অভিযোগ করেন, দীর্ঘদিন ধরে সমস্যাটি সমাধানের দাবি জানালেও কার্যকর কোনো উদ্যোগ নেওয়া হয়নি। তারা দ্রুত ব্যবস্থা গ্রহণের আহ্বান জানান। সংশ্লিষ্ট দপ্তরের কর্মকর্তারা বলেন, বিষয়টি গুরুত্বের সঙ্গে দেখা হচ্ছে এবং শিগগিরই প্রয়োজনীয় পদক্ষেপ নেওয়া হবে। বিশেষজ্ঞরা মনে করেন, সমন্বিত উদ্যোগ ছাড়া এ সংকট থেকে উত্তরণ সম্ভব নয়। সরকার, স্থানীয় জনপ্রতিনিধি ও সাধারণ মানুষের অংশগ্রহণ নিশ্চিত করতে হবে। bbox=[8, 1106, 158, 1170]
dateline bbox=[50, 8, 157, 30]
continued-label: (শেষ পৃষ্ঠার পর) bbox=[583, 508, 623, 516]
logo-text: সোনালী খবর bbox=[516, 6, 692, 44]
article-headline[interactable]: দেশে ১১ মাসে bbox=[562, 333, 644, 350]
article-paragraph: এ বিষয়ে সংশ্লিষ্ট কর্মকর্তারা জানান, পরিস্থিতি স্বাভাবিক রাখতে প্রশাসনের পক্ষ থেকে সব ধরনের প্রস্তুতি নেওয়া হয়েছে। স্থানীয় বাসিন্দারা অভিযোগ করেন, দীর্ঘদিন ধরে সমস্যাটি সমাধানের দাবি জানালেও কার্যকর কোনো উদ্যোগ নেওয়া হয়নি। তারা দ্রুত ব্যবস্থা গ্রহণের আহ্বান জানান। সংশ্লিষ্ট দপ্তরের কর্মকর্তারা বলেন, বিষয়টি গুরুত্বের সঙ্গে দেখা হচ্ছে এবং শিগগিরই প্রয়োজনীয় পদক্ষেপ নেওয়া হবে। বিশেষজ্ঞরা মনে করেন, সমন্বিত উদ্যোগ ছাড়া এ সংকট থেকে উত্তরণ সম্ভব নয়। সরকার, স্থানীয় জনপ্রতিনিধি ও সাধারণ মানুষের অংশগ্রহণ নিশ্চিত করতে হবে। bbox=[8, 838, 158, 902]
article-paragraph: এ বিষয়ে সংশ্লিষ্ট কর্মকর্তারা জানান, পরিস্থিতি স্বাভাবিক রাখতে প্রশাসনের পক্ষ থেকে সব ধরনের প্রস্তুতি নেওয়া হয়েছে। স্থানীয় বাসিন্দারা অভিযোগ করেন, দীর্ঘদিন ধরে সমস্যাটি সমাধানের দাবি জানালেও কার্যকর কোনো উদ্যোগ নেওয়া হয়নি। তারা দ্রুত ব্যবস্থা গ্রহণের আহ্বান জানান। সংশ্লিষ্ট দপ্তরের কর্মকর্তারা বলেন, বিষয়টি গুরুত্বের সঙ্গে দেখা হচ্ছে এবং শিগগিরই প্রয়োজনীয় পদক্ষেপ নেওয়া হবে। বিশেষজ্ঞরা মনে করেন, সমন্বিত উদ্যোগ ছাড়া এ সংকট থেকে উত্তরণ সম্ভব নয়। সরকার, স্থানীয় জনপ্রতিনিধি ও সাধারণ মানুষের অংশগ্রহণ নিশ্চিত করতে হবে। bbox=[8, 280, 158, 345]
article bbox=[8, 56, 158, 540]
article-headline[interactable]: এফএম রেডিও bbox=[47, 911, 119, 926]
article-paragraph: এ বিষয়ে সংশ্লিষ্ট কর্মকর্তারা জানান, পরিস্থিতি স্বাভাবিক রাখতে প্রশাসনের পক্ষ থেকে সব ধরনের প্রস্তুতি নেওয়া হয়েছে। স্থানীয় বাসিন্দারা অভিযোগ করেন, দীর্ঘদিন ধরে সমস্যাটি সমাধানের দাবি জানালেও কার্যকর কোনো উদ্যোগ নেওয়া হয়নি। তারা দ্রুত ব্যবস্থা গ্রহণের আহ্বান জানান। সংশ্লিষ্ট দপ্তরের কর্মকর্তারা বলেন, বিষয়টি গুরুত্বের সঙ্গে দেখা হচ্ছে এবং শিগগিরই প্রয়োজনীয় পদক্ষেপ নেওয়া হবে। বিশেষজ্ঞরা মনে করেন, সমন্বিত উদ্যোগ ছাড়া এ সংকট থেকে উত্তরণ সম্ভব নয়। সরকার, স্থানীয় জনপ্রতিনিধি ও সাধারণ মানুষের অংশগ্রহণ নিশ্চিত করতে হবে। bbox=[8, 939, 158, 1004]
column-divider bbox=[337, 56, 338, 904]
article-paragraph: এ বিষয়ে সংশ্লিষ্ট কর্মকর্তারা জানান, পরিস্থিতি স্বাভাবিক রাখতে প্রশাসনের পক্ষ থেকে সব ধরনের প্রস্তুতি নেওয়া হয়েছে। স্থানীয় বাসিন্দারা অভিযোগ করেন, দীর্ঘদিন ধরে সমস্যাটি সমাধানের দাবি জানালেও কার্যকর কোনো উদ্যোগ নেওয়া হয়নি। তারা দ্রুত ব্যবস্থা গ্রহণের আহ্বান জানান। সংশ্লিষ্ট দপ্তরের কর্মকর্তারা বলেন, বিষয়টি গুরুত্বের সঙ্গে দেখা হচ্ছে এবং শিগগিরই প্রয়োজনীয় পদক্ষেপ নেওয়া হবে। বিশেষজ্ঞরা মনে করেন, সমন্বিত উদ্যোগ ছাড়া এ সংকট থেকে উত্তরণ সম্ভব নয়। সরকার, স্থানীয় জনপ্রতিনিধি ও সাধারণ মানুষের অংশগ্রহণ নিশ্চিত করতে হবে। bbox=[340, 199, 508, 256]
continued-label: (শেষ পৃষ্ঠার পর) bbox=[63, 75, 103, 83]
article-paragraph: এ বিষয়ে সংশ্লিষ্ট কর্মকর্তারা জানান, পরিস্থিতি স্বাভাবিক রাখতে প্রশাসনের পক্ষ থেকে সব ধরনের প্রস্তুতি নেওয়া হয়েছে। স্থানীয় বাসিন্দারা অভিযোগ করেন, দীর্ঘদিন ধরে সমস্যাটি সমাধানের দাবি জানালেও কার্যকর কোনো উদ্যোগ নেওয়া হয়নি। তারা দ্রুত ব্যবস্থা গ্রহণের আহ্বান জানান। সংশ্লিষ্ট দপ্তরের কর্মকর্তারা বলেন, বিষয়টি গুরুত্বের সঙ্গে দেখা হচ্ছে এবং শিগগিরই প্রয়োজনীয় পদক্ষেপ নেওয়া হবে। বিশেষজ্ঞরা মনে করেন, সমন্বিত উদ্যোগ ছাড়া এ সংকট থেকে উত্তরণ সম্ভব নয়। সরকার, স্থানীয় জনপ্রতিনিধি ও সাধারণ মানুষের অংশগ্রহণ নিশ্চিত করতে হবে। bbox=[514, 850, 692, 908]
article bbox=[340, 920, 508, 1181]
article-paragraph: এ বিষয়ে সংশ্লিষ্ট কর্মকর্তারা জানান, পরিস্থিতি স্বাভাবিক রাখতে প্রশাসনের পক্ষ থেকে সব ধরনের প্রস্তুতি নেওয়া হয়েছে। স্থানীয় বাসিন্দারা অভিযোগ করেন, দীর্ঘদিন ধরে সমস্যাটি সমাধানের দাবি জানালেও কার্যকর কোনো উদ্যোগ নেওয়া হয়নি। তারা দ্রুত ব্যবস্থা গ্রহণের আহ্বান জানান। সংশ্লিষ্ট দপ্তরের কর্মকর্তারা বলেন, বিষয়টি গুরুত্বের সঙ্গে দেখা হচ্ছে এবং শিগগিরই প্রয়োজনীয় পদক্ষেপ নেওয়া হবে। বিশেষজ্ঞরা মনে করেন, সমন্বিত উদ্যোগ ছাড়া এ সংকট থেকে উত্তরণ সম্ভব নয়। সরকার, স্থানীয় জনপ্রতিনিধি ও সাধারণ মানুষের অংশগ্রহণ নিশ্চিত করতে হবে। bbox=[8, 578, 158, 643]
article-headline[interactable]: ঝুঁকো কারণে bbox=[47, 56, 119, 72]
column-4 bbox=[514, 56, 692, 1132]
column-3 bbox=[340, 55, 508, 1180]
article-paragraph: এ বিষয়ে সংশ্লিষ্ট কর্মকর্তারা জানান, পরিস্থিতি স্বাভাবিক রাখতে প্রশাসনের পক্ষ থেকে সব ধরনের প্রস্তুতি নেওয়া হয়েছে। স্থানীয় বাসিন্দারা অভিযোগ করেন, দীর্ঘদিন ধরে সমস্যাটি সমাধানের দাবি জানালেও কার্যকর কোনো উদ্যোগ নেওয়া হয়নি। তারা দ্রুত ব্যবস্থা গ্রহণের আহ্বান জানান। সংশ্লিষ্ট দপ্তরের কর্মকর্তারা বলেন, বিষয়টি গুরুত্বের সঙ্গে দেখা হচ্ছে এবং শিগগিরই প্রয়োজনীয় পদক্ষেপ নেওয়া হবে। বিশেষজ্ঞরা মনে করেন, সমন্বিত উদ্যোগ ছাড়া এ সংকট থেকে উত্তরণ সম্ভব নয়। সরকার, স্থানীয় জনপ্রতিনিধি ও সাধারণ মানুষের অংশগ্রহণ নিশ্চিত করতে হবে। bbox=[519, 205, 687, 262]
article bbox=[514, 706, 692, 1024]
article-paragraph: এ বিষয়ে সংশ্লিষ্ট কর্মকর্তারা জানান, পরিস্থিতি স্বাভাবিক রাখতে প্রশাসনের পক্ষ থেকে সব ধরনের প্রস্তুতি নেওয়া হয়েছে। স্থানীয় বাসিন্দারা অভিযোগ করেন, দীর্ঘদিন ধরে সমস্যাটি সমাধানের দাবি জানালেও কার্যকর কোনো উদ্যোগ নেওয়া হয়নি। তারা দ্রুত ব্যবস্থা গ্রহণের আহ্বান জানান। সংশ্লিষ্ট দপ্তরের কর্মকর্তারা বলেন, বিষয়টি গুরুত্বের সঙ্গে দেখা হচ্ছে এবং শিগগিরই প্রয়োজনীয় পদক্ষেপ নেওয়া হবে। বিশেষজ্ঞরা মনে করেন, সমন্বিত উদ্যোগ ছাড়া এ সংকট থেকে উত্তরণ সম্ভব নয়। সরকার, স্থানীয় জনপ্রতিনিধি ও সাধারণ মানুষের অংশগ্রহণ নিশ্চিত করতে হবে। bbox=[164, 643, 334, 701]
article-paragraph: এ বিষয়ে সংশ্লিষ্ট কর্মকর্তারা জানান, পরিস্থিতি স্বাভাবিক রাখতে প্রশাসনের পক্ষ থেকে সব ধরনের প্রস্তুতি নেওয়া হয়েছে। স্থানীয় বাসিন্দারা অভিযোগ করেন, দীর্ঘদিন ধরে সমস্যাটি সমাধানের দাবি জানালেও কার্যকর কোনো উদ্যোগ নেওয়া হয়নি। তারা দ্রুত ব্যবস্থা গ্রহণের আহ্বান জানান। সংশ্লিষ্ট দপ্তরের কর্মকর্তারা বলেন, বিষয়টি গুরুত্বের সঙ্গে দেখা হচ্ছে এবং শিগগিরই প্রয়োজনীয় পদক্ষেপ নেওয়া হবে। বিশেষজ্ঞরা মনে করেন, সমন্বিত উদ্যোগ ছাড়া এ সংকট থেকে উত্তরণ সম্ভব নয়। সরকার, স্থানীয় জনপ্রতিনিধি ও সাধারণ মানুষের অংশগ্রহণ নিশ্চিত করতে হবে। bbox=[340, 738, 508, 795]
dateline-date: ১৩ নভেম্বর ২০২৫, ২৮ কার্তিক ১৪৩২ bbox=[50, 20, 158, 28]
article-paragraph: এ বিষয়ে সংশ্লিষ্ট কর্মকর্তারা জানান, পরিস্থিতি স্বাভাবিক রাখতে প্রশাসনের পক্ষ থেকে সব ধরনের প্রস্তুতি নেওয়া হয়েছে। স্থানীয় বাসিন্দারা অভিযোগ করেন, দীর্ঘদিন ধরে সমস্যাটি সমাধানের দাবি জানালেও কার্যকর কোনো উদ্যোগ নেওয়া হয়নি। তারা দ্রুত ব্যবস্থা গ্রহণের আহ্বান জানান। সংশ্লিষ্ট দপ্তরের কর্মকর্তারা বলেন, বিষয়টি গুরুত্বের সঙ্গে দেখা হচ্ছে এবং শিগগিরই প্রয়োজনীয় পদক্ষেপ নেওয়া হবে। বিশেষজ্ঞরা মনে করেন, সমন্বিত উদ্যোগ ছাড়া এ সংকট থেকে উত্তরণ সম্ভব নয়। সরকার, স্থানীয় জনপ্রতিনিধি ও সাধারণ মানুষের অংশগ্রহণ নিশ্চিত করতে হবে। bbox=[519, 577, 687, 634]
article-headline[interactable]: ইউনূসের বৈঠ bbox=[216, 767, 282, 782]
article-separator bbox=[8, 907, 158, 908]
article-paragraph: এ বিষয়ে সংশ্লিষ্ট কর্মকর্তারা জানান, পরিস্থিতি স্বাভাবিক রাখতে প্রশাসনের পক্ষ থেকে সব ধরনের প্রস্তুতি নেওয়া হয়েছে। স্থানীয় বাসিন্দারা অভিযোগ করেন, দীর্ঘদিন ধরে সমস্যাটি সমাধানের দাবি জানালেও কার্যকর কোনো উদ্যোগ নেওয়া হয়নি। তারা দ্রুত ব্যবস্থা গ্রহণের আহ্বান জানান। সংশ্লিষ্ট দপ্তরের কর্মকর্তারা বলেন, বিষয়টি গুরুত্বের সঙ্গে দেখা হচ্ছে এবং শিগগিরই প্রয়োজনীয় পদক্ষেপ নেওয়া হবে। বিশেষজ্ঞরা মনে করেন, সমন্বিত উদ্যোগ ছাড়া এ সংকট থেকে উত্তরণ সম্ভব নয়। সরকার, স্থানীয় জনপ্রতিনিধি ও সাধারণ মানুষের অংশগ্রহণ নিশ্চিত করতে হবে। bbox=[340, 429, 508, 486]
article-separator bbox=[514, 483, 692, 484]
article-paragraph: এ বিষয়ে সংশ্লিষ্ট কর্মকর্তারা জানান, পরিস্থিতি স্বাভাবিক রাখতে প্রশাসনের পক্ষ থেকে সব ধরনের প্রস্তুতি নেওয়া হয়েছে। স্থানীয় বাসিন্দারা অভিযোগ করেন, দীর্ঘদিন ধরে সমস্যাটি সমাধানের দাবি জানালেও কার্যকর কোনো উদ্যোগ নেওয়া হয়নি। তারা দ্রুত ব্যবস্থা গ্রহণের আহ্বান জানান। সংশ্লিষ্ট দপ্তরের কর্মকর্তারা বলেন, বিষয়টি গুরুত্বের সঙ্গে দেখা হচ্ছে এবং শিগগিরই প্রয়োজনীয় পদক্ষেপ নেওয়া হবে। বিশেষজ্ঞরা মনে করেন, সমন্বিত উদ্যোগ ছাড়া এ সংকট থেকে উত্তরণ সম্ভব নয়। সরকার, স্থানীয় জনপ্রতিনিধি ও সাধারণ মানুষের অংশগ্রহণ নিশ্চিত করতে হবে। bbox=[340, 1065, 508, 1122]
article-paragraph: এ বিষয়ে সংশ্লিষ্ট কর্মকর্তারা জানান, পরিস্থিতি স্বাভাবিক রাখতে প্রশাসনের পক্ষ থেকে সব ধরনের প্রস্তুতি নেওয়া হয়েছে। স্থানীয় বাসিন্দারা অভিযোগ করেন, দীর্ঘদিন ধরে সমস্যাটি সমাধানের দাবি জানালেও কার্যকর কোনো উদ্যোগ নেওয়া হয়নি। তারা দ্রুত ব্যবস্থা গ্রহণের আহ্বান জানান। সংশ্লিষ্ট দপ্তরের কর্মকর্তারা বলেন, বিষয়টি গুরুত্বের সঙ্গে দেখা হচ্ছে এবং শিগগিরই প্রয়োজনীয় পদক্ষেপ নেওয়া হবে। বিশেষজ্ঞরা মনে করেন, সমন্বিত উদ্যোগ ছাড়া এ সংকট থেকে উত্তরণ সম্ভব নয়। সরকার, স্থানীয় জনপ্রতিনিধি ও সাধারণ মানুষের অংশগ্রহণ নিশ্চিত করতে হবে। bbox=[164, 795, 334, 853]
article-headline[interactable]: অন্তর্ভুক্ত সুবিধায় bbox=[43, 1077, 123, 1092]
article-paragraph: এ বিষয়ে সংশ্লিষ্ট কর্মকর্তারা জানান, পরিস্থিতি স্বাভাবিক রাখতে প্রশাসনের পক্ষ থেকে সব ধরনের প্রস্তুতি নেওয়া হয়েছে। স্থানীয় বাসিন্দারা অভিযোগ করেন, দীর্ঘদিন ধরে সমস্যাটি সমাধানের দাবি জানালেও কার্যকর কোনো উদ্যোগ নেওয়া হয়নি। তারা দ্রুত ব্যবস্থা গ্রহণের আহ্বান জানান। সংশ্লিষ্ট দপ্তরের কর্মকর্তারা বলেন, বিষয়টি গুরুত্বের সঙ্গে দেখা হচ্ছে এবং শিগগিরই প্রয়োজনীয় পদক্ষেপ নেওয়া হবে। বিশেষজ্ঞরা মনে করেন, সমন্বিত উদ্যোগ ছাড়া এ সংকট থেকে উত্তরণ সম্ভব নয়। সরকার, স্থানীয় জনপ্রতিনিধি ও সাধারণ মানুষের অংশগ্রহণ নিশ্চিত করতে হবে। bbox=[164, 143, 334, 201]
article-paragraph: এ বিষয়ে সংশ্লিষ্ট কর্মকর্তারা জানান, পরিস্থিতি স্বাভাবিক রাখতে প্রশাসনের পক্ষ থেকে সব ধরনের প্রস্তুতি নেওয়া হয়েছে। স্থানীয় বাসিন্দারা অভিযোগ করেন, দীর্ঘদিন ধরে সমস্যাটি সমাধানের দাবি জানালেও কার্যকর কোনো উদ্যোগ নেওয়া হয়নি। তারা দ্রুত ব্যবস্থা গ্রহণের আহ্বান জানান। সংশ্লিষ্ট দপ্তরের কর্মকর্তারা বলেন, বিষয়টি গুরুত্বের সঙ্গে দেখা হচ্ছে এবং শিগগিরই প্রয়োজনীয় পদক্ষেপ নেওয়া হবে। বিশেষজ্ঞরা মনে করেন, সমন্বিত উদ্যোগ ছাড়া এ সংকট থেকে উত্তরণ সম্ভব নয়। সরকার, স্থানীয় জনপ্রতিনিধি ও সাধারণ মানুষের অংশগ্রহণ নিশ্চিত করতে হবে। bbox=[519, 519, 687, 577]
article-separator bbox=[164, 493, 334, 494]
continued-label: (শেষ পৃষ্ঠার পর) bbox=[229, 75, 269, 83]
article-paragraph: এ বিষয়ে সংশ্লিষ্ট কর্মকর্তারা জানান, পরিস্থিতি স্বাভাবিক রাখতে প্রশাসনের পক্ষ থেকে সব ধরনের প্রস্তুতি নেওয়া হয়েছে। স্থানীয় বাসিন্দারা অভিযোগ করেন, দীর্ঘদিন ধরে সমস্যাটি সমাধানের দাবি জানালেও কার্যকর কোনো উদ্যোগ নেওয়া হয়নি। তারা দ্রুত ব্যবস্থা গ্রহণের আহ্বান জানান। সংশ্লিষ্ট দপ্তরের কর্মকর্তারা বলেন, বিষয়টি গুরুত্বের সঙ্গে দেখা হচ্ছে এবং শিগগিরই প্রয়োজনীয় পদক্ষেপ নেওয়া হবে। বিশেষজ্ঞরা মনে করেন, সমন্বিত উদ্যোগ ছাড়া এ সংকট থেকে উত্তরণ সম্ভব নয়। সরকার, স্থানীয় জনপ্রতিনিধি ও সাধারণ মানুষের অংশগ্রহণ নিশ্চিত করতে হবে। bbox=[8, 345, 158, 410]
article-headline[interactable]: বিচার বাধাগ্রস্ত করার bbox=[545, 60, 661, 76]
article-paragraph: এ বিষয়ে সংশ্লিষ্ট কর্মকর্তারা জানান, পরিস্থিতি স্বাভাবিক রাখতে প্রশাসনের পক্ষ থেকে সব ধরনের প্রস্তুতি নেওয়া হয়েছে। স্থানীয় বাসিন্দারা অভিযোগ করেন, দীর্ঘদিন ধরে সমস্যাটি সমাধানের দাবি জানালেও কার্যকর কোনো উদ্যোগ নেওয়া হয়নি। তারা দ্রুত ব্যবস্থা গ্রহণের আহ্বান জানান। সংশ্লিষ্ট দপ্তরের কর্মকর্তারা বলেন, বিষয়টি গুরুত্বের সঙ্গে দেখা হচ্ছে এবং শিগগিরই প্রয়োজনীয় পদক্ষেপ নেওয়া হবে। বিশেষজ্ঞরা মনে করেন, সমন্বিত উদ্যোগ ছাড়া এ সংকট থেকে উত্তরণ সম্ভব নয়। সরকার, স্থানীয় জনপ্রতিনিধি ও সাধারণ মানুষের অংশগ্রহণ নিশ্চিত করতে হবে। bbox=[340, 83, 508, 141]
dateline-day: বৃহস্পতিবার bbox=[50, 9, 83, 17]
article-byline: নিজস্ব প্রতিবেদক, টেকনাফ bbox=[514, 1063, 584, 1072]
article-separator bbox=[164, 763, 334, 764]
article bbox=[514, 56, 692, 325]
article-separator bbox=[514, 329, 692, 330]
article-separator bbox=[8, 1074, 158, 1075]
column-2 bbox=[164, 56, 334, 1026]
section-title: খবরের বাকী অংশ bbox=[208, 10, 438, 40]
article-paragraph: এ বিষয়ে সংশ্লিষ্ট কর্মকর্তারা জানান, পরিস্থিতি স্বাভাবিক রাখতে প্রশাসনের পক্ষ থেকে সব ধরনের প্রস্তুতি নেওয়া হয়েছে। স্থানীয় বাসিন্দারা অভিযোগ করেন, দীর্ঘদিন ধরে সমস্যাটি সমাধানের দাবি জানালেও কার্যকর কোনো উদ্যোগ নেওয়া হয়নি। তারা দ্রুত ব্যবস্থা গ্রহণের আহ্বান জানান। সংশ্লিষ্ট দপ্তরের কর্মকর্তারা বলেন, বিষয়টি গুরুত্বের সঙ্গে দেখা হচ্ছে এবং শিগগিরই প্রয়োজনীয় পদক্ষেপ নেওয়া হবে। বিশেষজ্ঞরা মনে করেন, সমন্বিত উদ্যোগ ছাড়া এ সংকট থেকে উত্তরণ সম্ভব নয়। সরকার, স্থানীয় জনপ্রতিনিধি ও সাধারণ মানুষের অংশগ্রহণ নিশ্চিত করতে হবে। bbox=[8, 643, 158, 708]
article-paragraph: এ বিষয়ে সংশ্লিষ্ট কর্মকর্তারা জানান, পরিস্থিতি স্বাভাবিক রাখতে প্রশাসনের পক্ষ থেকে সব ধরনের প্রস্তুতি নেওয়া হয়েছে। স্থানীয় বাসিন্দারা অভিযোগ করেন, দীর্ঘদিন ধরে সমস্যাটি সমাধানের দাবি জানালেও কার্যকর কোনো উদ্যোগ নেওয়া হয়নি। তারা দ্রুত ব্যবস্থা গ্রহণের আহ্বান জানান। সংশ্লিষ্ট দপ্তরের কর্মকর্তারা বলেন, বিষয়টি গুরুত্বের সঙ্গে দেখা হচ্ছে এবং শিগগিরই প্রয়োজনীয় পদক্ষেপ নেওয়া হবে। বিশেষজ্ঞরা মনে করেন, সমন্বিত উদ্যোগ ছাড়া এ সংকট থেকে উত্তরণ সম্ভব নয়। সরকার, স্থানীয় জনপ্রতিনিধি ও সাধারণ মানুষের অংশগ্রহণ নিশ্চিত করতে হবে। bbox=[164, 201, 334, 258]
continued-label: (শেষ পৃষ্ঠার পর) bbox=[63, 567, 103, 575]
article-paragraph: এ বিষয়ে সংশ্লিষ্ট কর্মকর্তারা জানান, পরিস্থিতি স্বাভাবিক রাখতে প্রশাসনের পক্ষ থেকে সব ধরনের প্রস্তুতি নেওয়া হয়েছে। স্থানীয় বাসিন্দারা অভিযোগ করেন, দীর্ঘদিন ধরে সমস্যাটি সমাধানের দাবি জানালেও কার্যকর কোনো উদ্যোগ নেওয়া হয়নি। তারা দ্রুত ব্যবস্থা গ্রহণের আহ্বান জানান। সংশ্লিষ্ট দপ্তরের কর্মকর্তারা বলেন, বিষয়টি গুরুত্বের সঙ্গে দেখা হচ্ছে এবং শিগগিরই প্রয়োজনীয় পদক্ষেপ নেওয়া হবে। বিশেষজ্ঞরা মনে করেন, সমন্বিত উদ্যোগ ছাড়া এ সংকট থেকে উত্তরণ সম্ভব নয়। সরকার, স্থানীয় জনপ্রতিনিধি ও সাধারণ মানুষের অংশগ্রহণ নিশ্চিত করতে হবে। bbox=[514, 735, 692, 793]
article-paragraph: এ বিষয়ে সংশ্লিষ্ট কর্মকর্তারা জানান, পরিস্থিতি স্বাভাবিক রাখতে প্রশাসনের পক্ষ থেকে সব ধরনের প্রস্তুতি নেওয়া হয়েছে। স্থানীয় বাসিন্দারা অভিযোগ করেন, দীর্ঘদিন ধরে সমস্যাটি সমাধানের দাবি জানালেও কার্যকর কোনো উদ্যোগ নেওয়া হয়নি। তারা দ্রুত ব্যবস্থা গ্রহণের আহ্বান জানান। সংশ্লিষ্ট দপ্তরের কর্মকর্তারা বলেন, বিষয়টি গুরুত্বের সঙ্গে দেখা হচ্ছে এবং শিগগিরই প্রয়োজনীয় পদক্ষেপ নেওয়া হবে। বিশেষজ্ঞরা মনে করেন, সমন্বিত উদ্যোগ ছাড়া এ সংকট থেকে উত্তরণ সম্ভব নয়। সরকার, স্থানীয় জনপ্রতিনিধি ও সাধারণ মানুষের অংশগ্রহণ নিশ্চিত করতে হবে। bbox=[340, 256, 508, 314]
article-paragraph: এ বিষয়ে সংশ্লিষ্ট কর্মকর্তারা জানান, পরিস্থিতি স্বাভাবিক রাখতে প্রশাসনের পক্ষ থেকে সব ধরনের প্রস্তুতি নেওয়া হয়েছে। স্থানীয় বাসিন্দারা অভিযোগ করেন, দীর্ঘদিন ধরে সমস্যাটি সমাধানের দাবি জানালেও কার্যকর কোনো উদ্যোগ নেওয়া হয়নি। তারা দ্রুত ব্যবস্থা গ্রহণের আহ্বান জানান। সংশ্লিষ্ট দপ্তরের কর্মকর্তারা বলেন, বিষয়টি গুরুত্বের সঙ্গে দেখা হচ্ছে এবং শিগগিরই প্রয়োজনীয় পদক্ষেপ নেওয়া হবে। বিশেষজ্ঞরা মনে করেন, সমন্বিত উদ্যোগ ছাড়া এ সংকট থেকে উত্তরণ সম্ভব নয়। সরকার, স্থানীয় জনপ্রতিনিধি ও সাধারণ মানুষের অংশগ্রহণ নিশ্চিত করতে হবে। bbox=[519, 634, 687, 692]
article-paragraph: এ বিষয়ে সংশ্লিষ্ট কর্মকর্তারা জানান, পরিস্থিতি স্বাভাবিক রাখতে প্রশাসনের পক্ষ থেকে সব ধরনের প্রস্তুতি নেওয়া হয়েছে। স্থানীয় বাসিন্দারা অভিযোগ করেন, দীর্ঘদিন ধরে সমস্যাটি সমাধানের দাবি জানালেও কার্যকর কোনো উদ্যোগ নেওয়া হয়নি। তারা দ্রুত ব্যবস্থা গ্রহণের আহ্বান জানান। সংশ্লিষ্ট দপ্তরের কর্মকর্তারা বলেন, বিষয়টি গুরুত্বের সঙ্গে দেখা হচ্ছে এবং শিগগিরই প্রয়োজনীয় পদক্ষেপ নেওয়া হবে। বিশেষজ্ঞরা মনে করেন, সমন্বিত উদ্যোগ ছাড়া এ সংকট থেকে উত্তরণ সম্ভব নয়। সরকার, স্থানীয় জনপ্রতিনিধি ও সাধারণ মানুষের অংশগ্রহণ নিশ্চিত করতে হবে। bbox=[8, 150, 158, 215]
article-separator bbox=[340, 491, 508, 492]
article-paragraph: এ বিষয়ে সংশ্লিষ্ট কর্মকর্তারা জানান, পরিস্থিতি স্বাভাবিক রাখতে প্রশাসনের পক্ষ থেকে সব ধরনের প্রস্তুতি নেওয়া হয়েছে। স্থানীয় বাসিন্দারা অভিযোগ করেন, দীর্ঘদিন ধরে সমস্যাটি সমাধানের দাবি জানালেও কার্যকর কোনো উদ্যোগ নেওয়া হয়নি। তারা দ্রুত ব্যবস্থা গ্রহণের আহ্বান জানান। সংশ্লিষ্ট দপ্তরের কর্মকর্তারা বলেন, বিষয়টি গুরুত্বের সঙ্গে দেখা হচ্ছে এবং শিগগিরই প্রয়োজনীয় পদক্ষেপ নেওয়া হবে। বিশেষজ্ঞরা মনে করেন, সমন্বিত উদ্যোগ ছাড়া এ সংকট থেকে উত্তরণ সম্ভব নয়। সরকার, স্থানীয় জনপ্রতিনিধি ও সাধারণ মানুষের অংশগ্রহণ নিশ্চিত করতে হবে। bbox=[8, 475, 158, 539]
article-paragraph: এ বিষয়ে সংশ্লিষ্ট কর্মকর্তারা জানান, পরিস্থিতি স্বাভাবিক রাখতে প্রশাসনের পক্ষ থেকে সব ধরনের প্রস্তুতি নেওয়া হয়েছে। স্থানীয় বাসিন্দারা অভিযোগ করেন, দীর্ঘদিন ধরে সমস্যাটি সমাধানের দাবি জানালেও কার্যকর কোনো উদ্যোগ নেওয়া হয়নি। তারা দ্রুত ব্যবস্থা গ্রহণের আহ্বান জানান। সংশ্লিষ্ট দপ্তরের কর্মকর্তারা বলেন, বিষয়টি গুরুত্বের সঙ্গে দেখা হচ্ছে এবং শিগগিরই প্রয়োজনীয় পদক্ষেপ নেওয়া হবে। বিশেষজ্ঞরা মনে করেন, সমন্বিত উদ্যোগ ছাড়া এ সংকট থেকে উত্তরণ সম্ভব নয়। সরকার, স্থানীয় জনপ্রতিনিধি ও সাধারণ মানুষের অংশগ্রহণ নিশ্চিত করতে হবে। bbox=[514, 421, 692, 478]
article-headline[interactable]: চোখ রাঙাচ্ছে bbox=[210, 56, 288, 72]
article-headline[interactable]: রপ্তানির তুলনায় bbox=[204, 498, 294, 515]
article-paragraph: এ বিষয়ে সংশ্লিষ্ট কর্মকর্তারা জানান, পরিস্থিতি স্বাভাবিক রাখতে প্রশাসনের পক্ষ থেকে সব ধরনের প্রস্তুতি নেওয়া হয়েছে। স্থানীয় বাসিন্দারা অভিযোগ করেন, দীর্ঘদিন ধরে সমস্যাটি সমাধানের দাবি জানালেও কার্যকর কোনো উদ্যোগ নেওয়া হয়নি। তারা দ্রুত ব্যবস্থা গ্রহণের আহ্বান জানান। সংশ্লিষ্ট দপ্তরের কর্মকর্তারা বলেন, বিষয়টি গুরুত্বের সঙ্গে দেখা হচ্ছে এবং শিগগিরই প্রয়োজনীয় পদক্ষেপ নেওয়া হবে। বিশেষজ্ঞরা মনে করেন, সমন্বিত উদ্যোগ ছাড়া এ সংকট থেকে উত্তরণ সম্ভব নয়। সরকার, স্থানীয় জনপ্রতিনিধি ও সাধারণ মানুষের অংশগ্রহণ নিশ্চিত করতে হবে। bbox=[340, 583, 508, 641]
continued-label: (শেষ পৃষ্ঠার পর) bbox=[404, 727, 444, 735]
continued-label: (শেষ পৃষ্ঠার পর) bbox=[229, 784, 269, 792]
column-divider bbox=[161, 56, 162, 904]
